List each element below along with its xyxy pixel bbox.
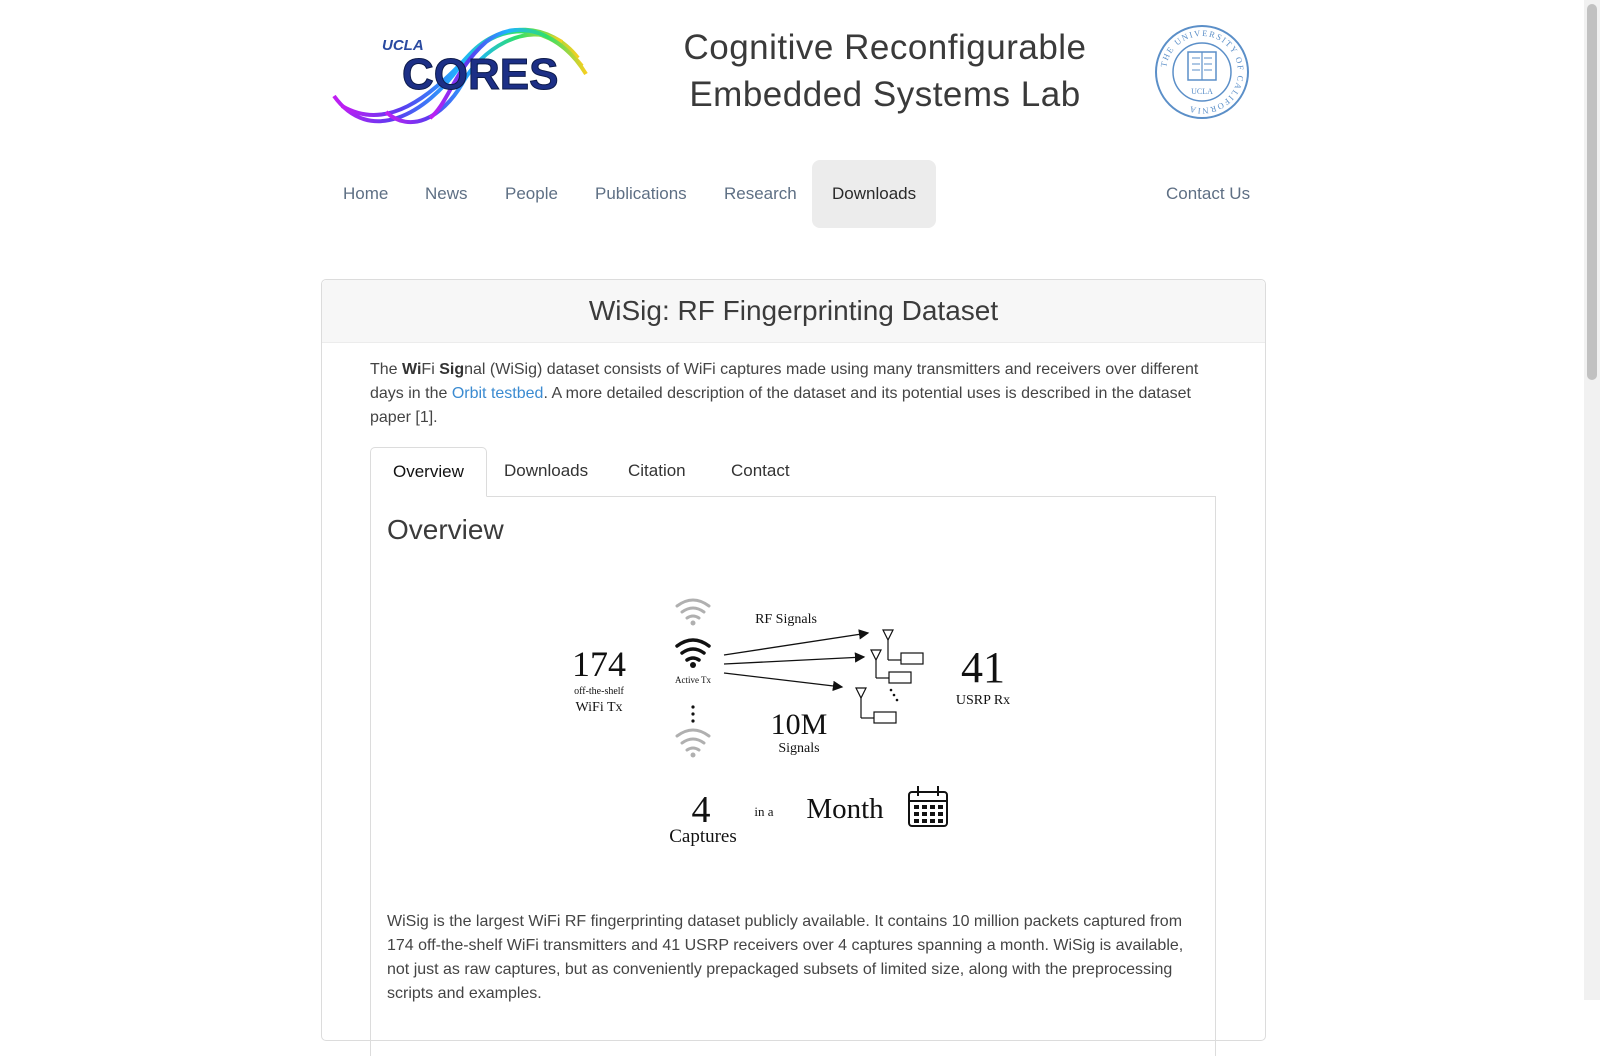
intro-paragraph: The WiFi Signal (WiSig) dataset consists of WiFi captures made using many transmitters and receivers over different days in the Orbit testbed. A more detailed description of the dataset and its potential uses is described in the dataset paper [1]. xyxy=(370,361,1199,426)
signals-count: 10M xyxy=(770,708,828,741)
nav-publications[interactable]: Publications xyxy=(595,184,687,203)
tx-label: WiFi Tx xyxy=(575,700,623,715)
overview-panel xyxy=(370,496,1216,1056)
captures-label: Captures xyxy=(669,826,737,847)
scrollbar-thumb[interactable] xyxy=(1587,4,1597,380)
nav-downloads[interactable]: Downloads xyxy=(812,160,936,228)
site-header xyxy=(0,0,1584,150)
nav-people[interactable]: People xyxy=(505,184,558,203)
page-scrollbar[interactable] xyxy=(1584,0,1600,1000)
nav-research[interactable]: Research xyxy=(724,184,797,203)
wifi-icon-gray-top xyxy=(677,600,709,626)
dataset-card xyxy=(321,279,1266,1041)
nav-news[interactable]: News xyxy=(425,184,468,203)
tx-count: 174 xyxy=(572,644,626,684)
signals-label: Signals xyxy=(778,741,820,756)
receiver-dots xyxy=(890,689,899,702)
lab-title-line2: Embedded Systems Lab xyxy=(689,75,1081,114)
dataset-diagram xyxy=(551,586,1031,856)
panel-title: Overview xyxy=(387,514,504,545)
tab-contact[interactable]: Contact xyxy=(731,461,790,480)
lab-title xyxy=(620,24,1150,118)
in-a-label: in a xyxy=(754,804,774,819)
rx-label: USRP Rx xyxy=(955,693,1011,708)
tab-citation[interactable]: Citation xyxy=(628,461,686,480)
lab-title-line1: Cognitive Reconfigurable xyxy=(683,28,1087,67)
wifi-icon-active xyxy=(677,640,709,668)
main-nav xyxy=(323,160,1263,228)
wifi-icon-gray-bottom xyxy=(677,730,709,758)
uc-seal[interactable] xyxy=(1154,24,1250,120)
overview-body-text: WiSig is the largest WiFi RF fingerprinting dataset publicly available. It contains 10 million packets captured from 174 off-the-shelf WiFi transmitters and 41 USRP receivers over 4 captures spanning a month. WiSig is available, not just as raw captures, but as conveniently prepackaged subsets of limited size, along with the preprocessing scripts and examples. xyxy=(387,913,1184,1002)
tab-bar xyxy=(370,447,1216,497)
signal-arrow-1 xyxy=(724,633,868,655)
tx-sub-label: off-the-shelf xyxy=(574,686,624,697)
orbit-testbed-link[interactable]: Orbit testbed xyxy=(451,385,544,402)
rf-signals-label: RF Signals xyxy=(755,612,817,627)
signal-arrow-3 xyxy=(724,673,842,687)
nav-home[interactable]: Home xyxy=(343,184,389,203)
tab-downloads[interactable]: Downloads xyxy=(504,461,589,480)
tab-overview[interactable]: Overview xyxy=(370,447,487,497)
logo-ucla-text: UCLA xyxy=(382,37,424,54)
active-tx-label: Active Tx xyxy=(674,675,712,685)
seal-text: THE UNIVERSITY OF CALIFORNIA xyxy=(1158,27,1247,117)
cores-logo[interactable] xyxy=(330,14,592,130)
month-label: Month xyxy=(806,793,884,825)
rx-count: 41 xyxy=(961,643,1005,692)
seal-bottom-text: UCLA xyxy=(1191,87,1213,96)
signal-arrow-2 xyxy=(724,657,864,664)
logo-cores-text: CORES xyxy=(402,50,559,99)
card-title: WiSig: RF Fingerprinting Dataset xyxy=(322,280,1265,343)
captures-count: 4 xyxy=(691,789,711,831)
receiver-antennas xyxy=(856,630,923,723)
nav-contact-us[interactable]: Contact Us xyxy=(1166,184,1251,203)
vertical-dots xyxy=(691,705,694,722)
